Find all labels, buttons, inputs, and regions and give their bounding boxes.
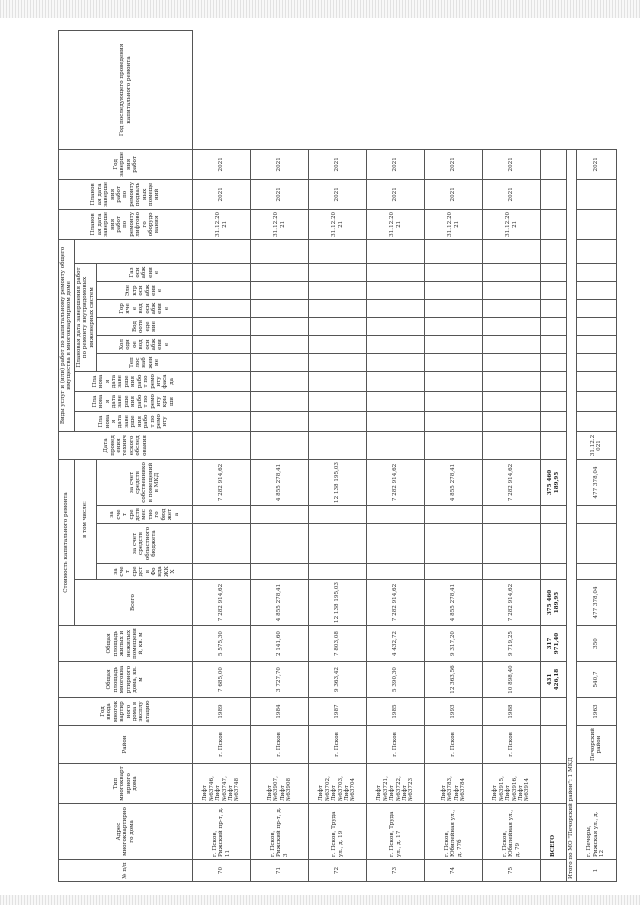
table-cell [576, 506, 616, 524]
col-cost-fund: за счет средств Фонда ЖКХ [97, 564, 193, 580]
table-cell [425, 317, 483, 335]
table-cell [541, 179, 567, 209]
col-year: Год ввода многоквартирного дома в эксплуатацию [59, 698, 193, 726]
table-cell: 31.12.2021 [367, 209, 425, 239]
table-cell [425, 353, 483, 371]
table-cell: 71 [251, 860, 309, 882]
table-cell: г. Псков, Юбилейная ул., д. 77б [425, 804, 483, 860]
table-cell [541, 506, 567, 524]
table-cell [251, 239, 309, 263]
table-cell [367, 335, 425, 353]
table-cell [483, 506, 541, 524]
col-repair-start: Плановая дата завершения работ по ремонту [74, 411, 192, 431]
table-cell: 2021 [193, 179, 251, 209]
table-cell: 9 363,42 [309, 662, 367, 698]
table-cell: Лифт №63783, Лифт №63784 [425, 764, 483, 804]
table-cell [541, 335, 567, 353]
table-cell [541, 564, 567, 580]
table-cell [367, 411, 425, 431]
table-cell [483, 239, 541, 263]
col-completion-year: Год завершения работ [59, 149, 193, 179]
table-cell: 9 719,25 [483, 626, 541, 662]
table-cell: 2021 [425, 179, 483, 209]
col-survey-date: Дата проведения технического обследования [59, 431, 193, 459]
table-cell: Лифт №63915, Лифт №63916, Лифт №63914 [483, 764, 541, 804]
table-cell [251, 263, 309, 281]
table-row [251, 31, 309, 882]
col-num: № п/п [59, 860, 193, 882]
scan-edge-top [0, 0, 640, 18]
table-row [425, 31, 483, 882]
table-cell [576, 371, 616, 391]
table-cell [251, 371, 309, 391]
table-cell: Печорский район [576, 726, 616, 764]
col-address: Адрес многоквартирного дома [59, 804, 193, 860]
table-cell [541, 391, 567, 411]
table-cell: 7 282 914,62 [483, 459, 541, 505]
table-cell: 10 898,40 [483, 662, 541, 698]
table-cell: г. Псков, Рижский пр-т, д. 11 [193, 804, 251, 860]
table-cell: 5 575,30 [193, 626, 251, 662]
rotated-table-container [58, 30, 606, 882]
table-cell: 4 855 278,41 [425, 580, 483, 626]
table-cell: 1989 [193, 698, 251, 726]
table-cell [193, 564, 251, 580]
table-cell [193, 281, 251, 299]
table-cell: 70 [193, 860, 251, 882]
table-cell: 2021 [483, 179, 541, 209]
table-cell: 350 [576, 626, 616, 662]
section-title-row [567, 31, 576, 882]
table-cell [309, 353, 367, 371]
table-cell: 7 282 914,62 [483, 580, 541, 626]
table-cell: 12 363,56 [425, 662, 483, 698]
table-cell: 4 855 278,41 [251, 580, 309, 626]
scan-edge-bottom [0, 895, 640, 905]
col-sys-heat: Теплоснабжение [97, 353, 193, 371]
table-cell: г. Псков [483, 726, 541, 764]
table-cell: 1963 [576, 698, 616, 726]
table-cell [483, 371, 541, 391]
table-cell: 2021 [309, 179, 367, 209]
table-cell [541, 149, 567, 179]
table-cell: 74 [425, 860, 483, 882]
table-cell [425, 506, 483, 524]
table-cell [425, 411, 483, 431]
col-next-year: Год последующего проведения капитального ремонта [59, 31, 193, 150]
table-row [483, 31, 541, 882]
table-cell [576, 391, 616, 411]
table-cell [251, 317, 309, 335]
table-cell: г. Псков, Труда ул., д. 17 [367, 804, 425, 860]
table-cell: 2021 [367, 149, 425, 179]
table-cell [576, 524, 616, 564]
table-cell [309, 335, 367, 353]
col-cost-incl: в том числе: [74, 459, 96, 579]
table-cell: ВСЕГО [541, 804, 567, 860]
table-cell: 317 971,40 [541, 626, 567, 662]
col-cost-budget: за счет средств областного бюджета [97, 524, 193, 564]
table-cell: 477 378,04 [576, 459, 616, 505]
table-cell [541, 524, 567, 564]
table-cell: г. Псков [367, 726, 425, 764]
total-row [541, 31, 567, 882]
table-cell [193, 431, 251, 459]
table-cell: Лифт №63702, Лифт №63703, Лифт №63704 [309, 764, 367, 804]
table-cell [425, 391, 483, 411]
col-cost-local: за счет средств местного бюджета [97, 506, 193, 524]
table-cell [425, 431, 483, 459]
table-cell [483, 317, 541, 335]
table-cell: 5 390,30 [367, 662, 425, 698]
col-repair-facade: Плановая дата завершения работ по ремонту фасада [74, 371, 192, 391]
table-cell [309, 411, 367, 431]
table-cell [367, 239, 425, 263]
table-cell: 12 138 195,03 [309, 580, 367, 626]
table-cell [576, 764, 616, 804]
table-cell: 7 282 914,62 [193, 459, 251, 505]
table-cell [367, 263, 425, 281]
table-cell: 1993 [425, 698, 483, 726]
table-cell [193, 299, 251, 317]
table-cell [367, 524, 425, 564]
table-cell: 31.12.2021 [576, 431, 616, 459]
table-cell [576, 179, 616, 209]
table-cell [251, 411, 309, 431]
table-cell [309, 506, 367, 524]
table-cell: Итого по МО "Печорский район": 1 МКД [567, 149, 576, 881]
table-cell: 7 282 914,62 [367, 580, 425, 626]
table-cell: 540,7 [576, 662, 616, 698]
table-cell: 2021 [309, 149, 367, 179]
table-cell [541, 239, 567, 263]
table-cell: 75 [483, 860, 541, 882]
table-cell: г. Псков [251, 726, 309, 764]
table-cell: 375 460 189,95 [541, 580, 567, 626]
table-cell [367, 371, 425, 391]
table-cell: 1987 [309, 698, 367, 726]
col-passport: Тип многоквартирного дома [59, 764, 193, 804]
table-cell [251, 391, 309, 411]
table-cell [576, 281, 616, 299]
table-cell [193, 317, 251, 335]
table-cell: г. Псков, Труда ул., д. 19 [309, 804, 367, 860]
table-cell [309, 239, 367, 263]
table-cell: 31.12.2021 [193, 209, 251, 239]
table-cell [483, 263, 541, 281]
table-cell: г. Псков [425, 726, 483, 764]
table-cell: Лифт №63721, Лифт №63722, Лифт №63723 [367, 764, 425, 804]
table-cell [367, 353, 425, 371]
table-cell [576, 239, 616, 263]
col-sys-cold: Холодное водоснабжение [97, 335, 193, 353]
table-cell [541, 281, 567, 299]
table-cell: 7 282 914,62 [367, 459, 425, 505]
table-cell [309, 299, 367, 317]
table-cell: 2021 [251, 179, 309, 209]
table-cell [483, 299, 541, 317]
table-cell [193, 371, 251, 391]
table-cell [251, 299, 309, 317]
table-cell [251, 335, 309, 353]
table-cell [576, 263, 616, 281]
table-cell: 3 727,70 [251, 662, 309, 698]
table-cell [193, 391, 251, 411]
table-cell [251, 281, 309, 299]
table-cell [193, 263, 251, 281]
table-cell [483, 411, 541, 431]
table-cell: 1988 [483, 698, 541, 726]
table-cell [425, 564, 483, 580]
table-cell: 72 [309, 860, 367, 882]
table-cell [483, 281, 541, 299]
table-cell [309, 317, 367, 335]
col-district: Район [59, 726, 193, 764]
table-cell [425, 524, 483, 564]
table-cell: г. Псков, Рижский пр-т, д. 3 [251, 804, 309, 860]
table-cell: Лифт №63746, Лифт №63747, Лифт №63748 [193, 764, 251, 804]
table-cell: 73 [367, 860, 425, 882]
table-cell: 31.12.2021 [483, 209, 541, 239]
table-cell: Лифт №63907, Лифт №63908 [251, 764, 309, 804]
table-cell [309, 371, 367, 391]
table-cell [367, 506, 425, 524]
table-cell: 2021 [425, 149, 483, 179]
col-cost-owners: за счет средств собственников помещений в МКД [97, 459, 193, 505]
table-cell [576, 353, 616, 371]
table-cell [576, 209, 616, 239]
table-cell [541, 299, 567, 317]
table-cell [541, 860, 567, 882]
table-cell [541, 698, 567, 726]
table-cell: 9 317,20 [425, 626, 483, 662]
table-cell [193, 239, 251, 263]
table-cell [309, 431, 367, 459]
col-area: Общая площадь многоквартирного дома, кв. м [59, 662, 193, 698]
table-cell: 2021 [483, 149, 541, 179]
table-cell: 12 138 195,03 [309, 459, 367, 505]
table-cell [576, 564, 616, 580]
table-cell: 31.12.2021 [309, 209, 367, 239]
table-cell [367, 564, 425, 580]
table-cell [193, 506, 251, 524]
table-cell [309, 281, 367, 299]
table-cell: 2021 [251, 149, 309, 179]
col-sys-sewer: Водоотведение [97, 317, 193, 335]
table-cell: 7 803,08 [309, 626, 367, 662]
table-cell [367, 391, 425, 411]
table-cell: 1984 [251, 698, 309, 726]
table-cell [193, 411, 251, 431]
table-cell [541, 209, 567, 239]
table-cell [483, 524, 541, 564]
table-cell: 375 460 189,95 [541, 459, 567, 505]
table-cell: 2 141,60 [251, 626, 309, 662]
table-cell [309, 391, 367, 411]
table-cell [541, 353, 567, 371]
col-lift-date: Плановая дата завершения работ по ремонту лифтового оборудования [59, 209, 193, 239]
table-cell [425, 335, 483, 353]
col-basement-date: Плановая дата завершения работ по ремонту подвальных помещений [59, 179, 193, 209]
table-cell [483, 431, 541, 459]
table-cell [309, 263, 367, 281]
table-cell: г. Псков, Юбилейная ул., д. 79 [483, 804, 541, 860]
table-cell [483, 335, 541, 353]
table-cell [193, 335, 251, 353]
table-cell: г. Псков [193, 726, 251, 764]
table-cell [193, 353, 251, 371]
table-cell [541, 431, 567, 459]
col-sys-hot: Горячее водоснабжение [97, 299, 193, 317]
table-cell: 4 855 278,41 [425, 459, 483, 505]
col-works-group: Виды услуг и (или) работ по капитальному ремонту общего имущества в многоквартирном доме [59, 239, 75, 431]
table-cell [576, 411, 616, 431]
table-cell [367, 299, 425, 317]
table-row [367, 31, 425, 882]
table-cell [309, 524, 367, 564]
table-cell: 31.12.2021 [251, 209, 309, 239]
table-cell: 2021 [193, 149, 251, 179]
col-cost-group: Стоимость капитального ремонта [59, 459, 75, 625]
table-cell [367, 317, 425, 335]
table-row [193, 31, 251, 882]
table-cell [251, 431, 309, 459]
table-cell [425, 239, 483, 263]
col-area-res: Общая площадь жилых и нежилых помещений, кв. м [59, 626, 193, 662]
table-cell [251, 524, 309, 564]
table-cell [425, 263, 483, 281]
rotated-page [58, 30, 606, 882]
table-cell [541, 411, 567, 431]
table-cell [576, 317, 616, 335]
table-cell: 7 685,00 [193, 662, 251, 698]
table-cell [425, 299, 483, 317]
table-cell [541, 764, 567, 804]
table-cell: 4 432,72 [367, 626, 425, 662]
table-cell: 2021 [576, 149, 616, 179]
table-cell [367, 281, 425, 299]
col-repair-roof: Плановая дата завершения работ по ремонту крыши [74, 391, 192, 411]
table-cell [425, 281, 483, 299]
table-cell [193, 524, 251, 564]
table-cell [251, 353, 309, 371]
table-row [576, 31, 616, 882]
table-cell: 1 [576, 860, 616, 882]
repair-plan-table [58, 30, 617, 882]
table-body [193, 31, 616, 882]
table-cell [541, 726, 567, 764]
table-cell [367, 431, 425, 459]
table-cell: 477 378,04 [576, 580, 616, 626]
table-row [309, 31, 367, 882]
table-cell: 4 855 278,41 [251, 459, 309, 505]
table-cell: г. Печоры, Рижская ул., д. 12 [576, 804, 616, 860]
col-sys-gas: Газоснабжение [97, 263, 193, 281]
table-cell [576, 299, 616, 317]
table-cell: 31.12.2021 [425, 209, 483, 239]
table-cell: 7 282 914,62 [193, 580, 251, 626]
table-cell [541, 317, 567, 335]
table-cell [425, 371, 483, 391]
table-cell [251, 506, 309, 524]
table-cell [483, 353, 541, 371]
table-cell: 431 426,18 [541, 662, 567, 698]
table-cell: 1985 [367, 698, 425, 726]
table-cell [251, 564, 309, 580]
table-cell [483, 564, 541, 580]
col-systems-group: Плановая дата завершения работ по ремонту внутридомовых инженерных систем [74, 263, 96, 371]
col-sys-elec: Электроснабжение [97, 281, 193, 299]
table-cell [576, 335, 616, 353]
table-cell [483, 391, 541, 411]
table-cell: г. Псков [309, 726, 367, 764]
table-cell [309, 564, 367, 580]
table-cell [541, 371, 567, 391]
table-cell: 2021 [367, 179, 425, 209]
col-cost-total: Всего [74, 580, 192, 626]
table-cell [541, 263, 567, 281]
